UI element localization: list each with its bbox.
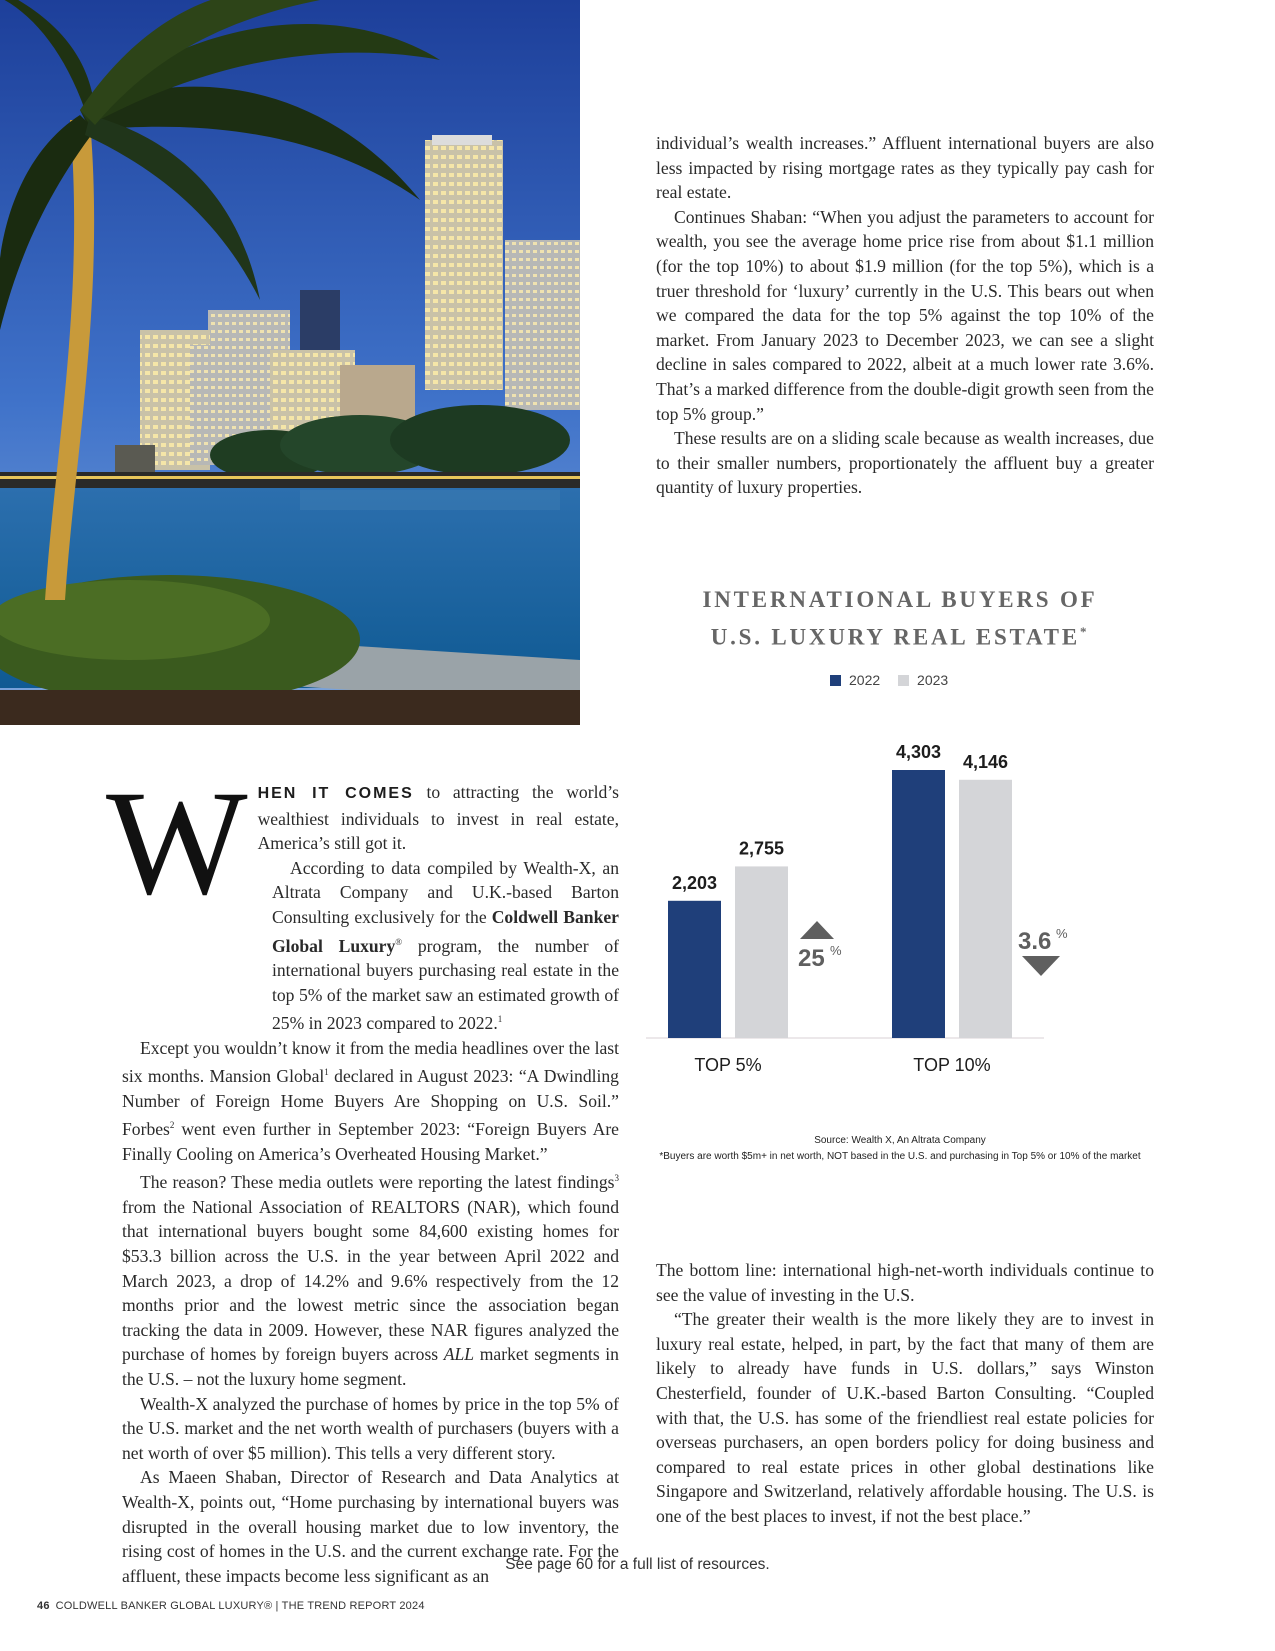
legend-swatch-2022 xyxy=(830,675,841,686)
footnote-ref: 1 xyxy=(324,1067,329,1078)
footer-brand: COLDWELL BANKER GLOBAL LUXURY® | THE TREND REPORT 2024 xyxy=(55,1600,425,1612)
bar-chart xyxy=(640,720,1160,1080)
paragraph xyxy=(122,1166,619,1391)
page-number: 46 xyxy=(37,1600,50,1612)
article-column-left xyxy=(106,760,619,1588)
legend-item-2022 xyxy=(830,672,880,688)
p3-text-cont: declared in August 2023: “A Dwindling Number of Foreign Home Buyers Are Shopping on U.S. Soil.” Forbes xyxy=(122,1066,619,1140)
p4-text-cont: from the National Association of REALTORS (NAR), which found that international buyers bought some 84,600 existing homes for $53.3 billion across the U.S. in the year between April 2022 and March 2023, a drop of 14.2% and 9.6% respectively from the 12 months prior and the lowest metric since the association began tracking the data in 2009. However, these NAR figures analyzed the purchase of homes by foreign buyers across xyxy=(122,1196,619,1365)
change-label-top5: 25 xyxy=(798,945,825,972)
p2-text-cont: program, the number of international buyers purchasing real estate in the top 5% of the market saw an estimated growth of 25% in 2023 compared to 2022. xyxy=(272,935,619,1034)
paragraph: individual’s wealth increases.” Affluent international buyers are also less impacted by rising mortgage rates as they typically pay cash for real estate. xyxy=(656,133,1154,203)
legend-label-2023: 2023 xyxy=(917,672,949,688)
bar-2022-0 xyxy=(668,901,721,1038)
chart-title-asterisk: * xyxy=(1079,624,1090,639)
p4-text-end: market segments in the U.S. – not the luxury home segment. xyxy=(122,1344,619,1389)
lead-text: to attracting the world’s wealthiest individuals to invest in real estate, America’s still got it. xyxy=(257,782,619,854)
chart-title xyxy=(640,584,1160,654)
emphasis: ALL xyxy=(443,1344,475,1365)
paragraph: As Maeen Shaban, Director of Research and Data Analytics at Wealth-X, points out, “Home purchasing by international buyers was disrupted in the overall housing market due to low inventory, the rising cost of homes in the U.S. and the current exchange rate. For the affluent, these impacts become less significant as an xyxy=(122,1467,619,1586)
resources-note: See page 60 for a full list of resources. xyxy=(505,1556,770,1573)
lead-caps: HEN IT COMES xyxy=(257,785,414,802)
paragraph: Continues Shaban: “When you adjust the parameters to account for wealth, you see the average home price rise from about $1.1 million (for the top 10%) to about $1.9 million (for the top 5%), which is a truer threshold for ‘luxury’ currently in the U.S. This bears out when we compared the data for the top 5% against the top 10% of the market. From January 2023 to December 2023, we can see a slight decline in sales compared to 2022, albeit at a much lower rate 3.6%. That’s a marked difference from the double-digit growth seen from the top 5% group.” xyxy=(656,206,1154,424)
registered-mark: ® xyxy=(395,936,403,947)
category-label-1: TOP 10% xyxy=(913,1055,991,1075)
chart-footnote: *Buyers are worth $5m+ in net worth, NOT based in the U.S. and purchasing in Top 5% or 10% of the market xyxy=(659,1151,1141,1162)
chart-legend xyxy=(830,672,1030,689)
bar-2022-1 xyxy=(892,770,945,1038)
chart-title-line-1: INTERNATIONAL BUYERS OF xyxy=(702,587,1098,612)
paragraph: These results are on a sliding scale because as wealth increases, due to their smaller numbers, proportionately the affluent buy a greater quantity of luxury properties. xyxy=(656,428,1154,498)
paragraph: “The greater their wealth is the more likely they are to invest in luxury real estate, helped, in part, by the fact that many of them are likely to already have funds in U.S. dollars,” says Winston Chesterfield, founder of U.K.-based Barton Consulting. “Coupled with that, the U.S. has some of the friendliest real estate policies for overseas purchasers, an open borders policy for doing business and compared to real estate prices in other global destinations like Singapore and Switzerland, relatively affordable housing. The U.S. is one of the best places to invest, if not the best place.” xyxy=(656,1309,1154,1526)
p3-text: Except you wouldn’t know it from the media headlines over the last six months. Mansion Global xyxy=(122,1037,619,1087)
paragraph: The bottom line: international high-net-worth individuals continue to see the value of investing in the U.S. xyxy=(656,1260,1154,1305)
data-label-2023-1: 4,146 xyxy=(962,751,1009,772)
drop-cap: W xyxy=(106,760,248,926)
data-label-2023-0: 2,755 xyxy=(738,838,785,859)
change-unit-top5: % xyxy=(830,943,842,958)
footnote-ref: 3 xyxy=(614,1173,619,1184)
legend-label-2022: 2022 xyxy=(849,672,881,688)
p2-text: According to data compiled by Wealth-X, an Altrata Company and U.K.-based Barton Consulting exclusively for the xyxy=(272,857,619,927)
article-column-bottom-right xyxy=(656,1258,1154,1529)
article-column-top-right xyxy=(656,131,1154,500)
p4-text: The reason? These media outlets were reporting the latest findings xyxy=(140,1172,615,1193)
legend-swatch-2023 xyxy=(898,675,909,686)
change-label-top10: 3.6 xyxy=(1018,928,1052,955)
footnote-ref: 1 xyxy=(497,1014,503,1025)
legend-item-2023 xyxy=(898,672,948,688)
up-arrow-icon xyxy=(800,921,834,939)
paragraph: Wealth-X analyzed the purchase of homes by price in the top 5% of the U.S. market and the net worth wealth of purchasers (buyers with a net worth of over $5 million). This tells a very different story. xyxy=(122,1393,619,1463)
brand-name: Coldwell Banker Global Luxury xyxy=(272,906,619,956)
down-arrow-icon xyxy=(1022,956,1060,976)
p3-text-end: went even further in September 2023: “Foreign Buyers Are Finally Cooling on America’s Overheated Housing Market.” xyxy=(122,1119,619,1164)
hero-photo-miami-skyline xyxy=(0,0,580,725)
paragraph xyxy=(122,1036,619,1167)
data-label-2022-0: 2,203 xyxy=(671,872,718,893)
chart-source xyxy=(640,1133,1160,1165)
chart-title-line-2: U.S. LUXURY REAL ESTATE xyxy=(710,624,1080,650)
page-footer xyxy=(37,1600,425,1612)
chart-source-line: Source: Wealth X, An Altrata Company xyxy=(814,1135,986,1146)
bar-2023-1 xyxy=(959,780,1012,1038)
category-label-0: TOP 5% xyxy=(694,1055,762,1075)
data-label-2022-1: 4,303 xyxy=(895,742,942,762)
footnote-ref: 2 xyxy=(169,1120,175,1131)
change-unit-top10: % xyxy=(1056,926,1068,941)
bar-2023-0 xyxy=(735,866,788,1038)
